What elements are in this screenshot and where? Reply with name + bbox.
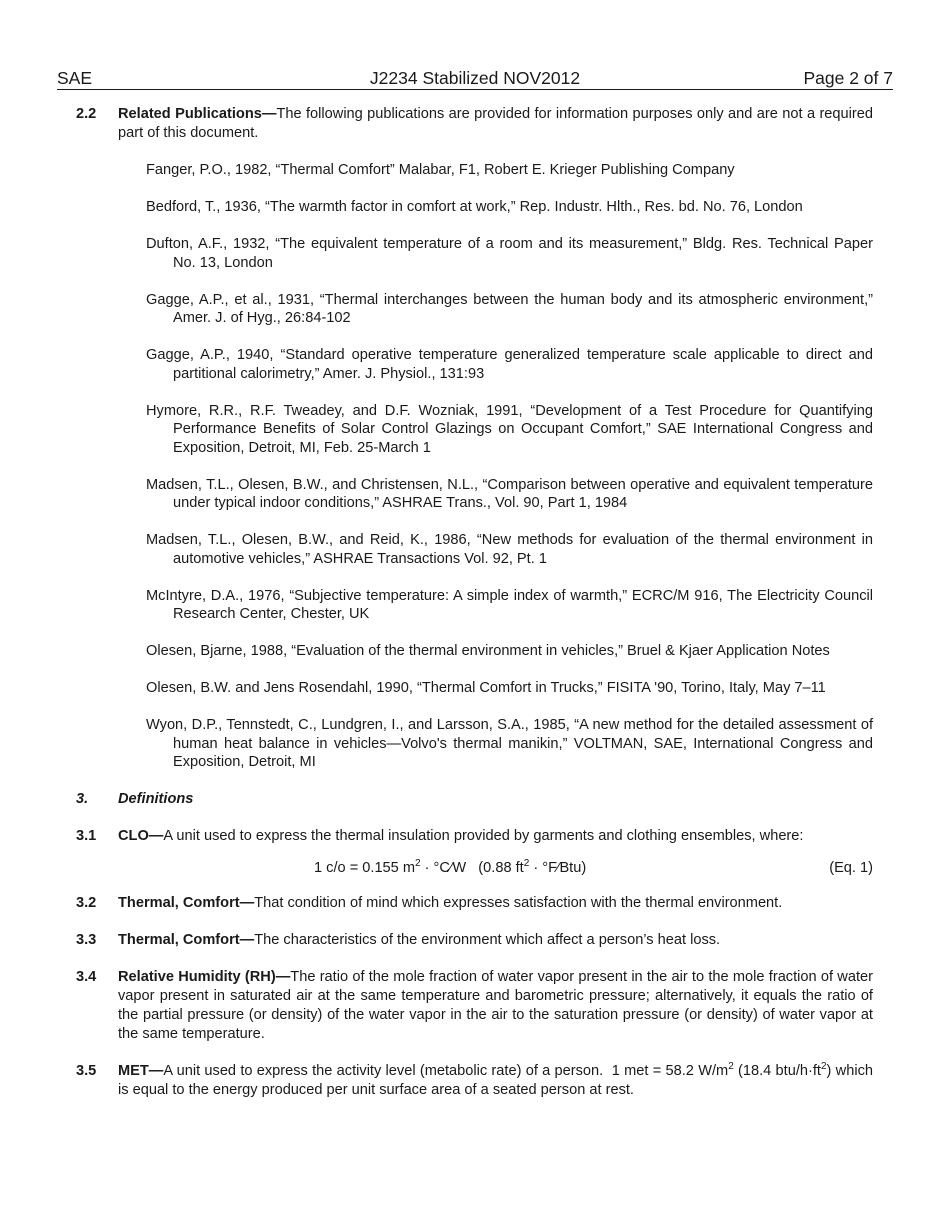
section-text: The following publications are provided for information purposes only and are not a required part of this document. (118, 106, 873, 141)
page-header (57, 67, 893, 90)
section-text: (18.4 btu/h·ft (733, 1063, 821, 1079)
section-number: 3.1 (76, 828, 97, 844)
section-term: MET— (118, 1063, 164, 1079)
reference-item: Wyon, D.P., Tennstedt, C., Lundgren, I., and Larsson, S.A., 1985, “A new method for the detailed assessment of human heat balance in vehicles—Volvo's thermal manikin,” VOLTMAN, SAE, International Congress and Exposition, Detroit, MI (146, 717, 873, 770)
equation-number: (Eq. 1) (829, 860, 873, 876)
section-title (118, 790, 873, 809)
section-body (118, 894, 873, 913)
section-text: A unit used to express the activity level (metabolic rate) of a person. 1 met = 58.2 W/m (163, 1063, 729, 1079)
reference-item: Hymore, R.R., R.F. Tweadey, and D.F. Wozniak, 1991, “Development of a Test Procedure for Quantifying Performance Benefits of Solar Control Glazings on Occupant Comfort,” SAE International Congress and Exposition, Detroit, MI, Feb. 25-March 1 (146, 402, 873, 456)
section-number: 3.4 (76, 969, 97, 985)
equation-exponent: 2 (523, 858, 530, 870)
section-term: Related Publications— (118, 106, 277, 122)
superscript: 2 (820, 1061, 827, 1073)
section-body (118, 1062, 873, 1100)
section-number: 3. (76, 791, 89, 807)
equation-part: 1 c/o = 0.155 m (314, 860, 416, 876)
section-body (118, 827, 873, 846)
section-term: Definitions (118, 791, 194, 807)
section-term: Relative Humidity (RH)— (118, 969, 291, 985)
section-body (118, 968, 873, 1044)
section-body (118, 105, 873, 143)
section-number: 2.2 (76, 106, 97, 122)
reference-item: Fanger, P.O., 1982, “Thermal Comfort” Malabar, F1, Robert E. Krieger Publishing Company (146, 162, 735, 178)
section-text: A unit used to express the thermal insulation provided by garments and clothing ensembles, where: (163, 828, 804, 844)
reference-item: Bedford, T., 1936, “The warmth factor in comfort at work,” Rep. Industr. Hlth., Res. bd. No. 76, London (146, 199, 803, 215)
reference-item: Dufton, A.F., 1932, “The equivalent temperature of a room and its measurement,” Bldg. Res. Technical Paper No. 13, London (146, 236, 873, 271)
section-number: 3.2 (76, 895, 97, 911)
section-number: 3.5 (76, 1063, 97, 1079)
section-3-3 (0, 931, 950, 950)
header-center: J2234 Stabilized NOV2012 (369, 68, 581, 88)
section-3-heading (0, 790, 950, 809)
reference-item: Olesen, B.W. and Jens Rosendahl, 1990, “Thermal Comfort in Trucks,” FISITA '90, Torino, Italy, May 7–11 (146, 680, 826, 696)
header-left: SAE (57, 68, 93, 88)
equation-1 (0, 858, 950, 878)
section-3-4 (0, 968, 950, 1044)
equation-part: · °F∕Btu) (529, 860, 587, 876)
reference-item: Gagge, A.P., 1940, “Standard operative temperature generalized temperature scale applicable to direct and partitional calorimetry,” Amer. J. Physiol., 131:93 (146, 347, 873, 382)
equation-part: · °C∕W (0.88 ft (420, 860, 524, 876)
section-3-2 (0, 894, 950, 913)
page-content (0, 105, 950, 1100)
superscript: 2 (728, 1061, 734, 1073)
header-page-number: Page 2 of 7 (803, 68, 893, 88)
reference-item: McIntyre, D.A., 1976, “Subjective temperature: A simple index of warmth,” ECRC/M 916, The Electricity Council Research Center, Chester, UK (146, 587, 873, 622)
equation-exponent: 2 (415, 858, 421, 870)
reference-list (0, 161, 950, 772)
section-text: That condition of mind which expresses satisfaction with the thermal environment. (254, 895, 783, 911)
section-body (118, 931, 873, 950)
section-text: The characteristics of the environment which affect a person’s heat loss. (254, 932, 721, 948)
section-2-2 (0, 105, 950, 143)
section-3-1 (0, 827, 950, 846)
section-text: The ratio of the mole fraction of water vapor present in the air to the mole fraction of water vapor present in saturated air at the same temperature and barometric pressure; alternatively, it equals the ratio of the partial pressure (or density) of the water vapor in the air to the saturation pressure (or density) of water vapor at the same temperature. (118, 969, 873, 1042)
section-number: 3.3 (76, 932, 97, 948)
section-term: Thermal, Comfort— (118, 932, 255, 948)
reference-item: Madsen, T.L., Olesen, B.W., and Reid, K., 1986, “New methods for evaluation of the thermal environment in automotive vehicles,” ASHRAE Transactions Vol. 92, Pt. 1 (146, 532, 873, 567)
section-text: ) which is equal to the energy produced per unit surface area of a seated person at rest. (118, 1063, 873, 1098)
reference-item: Olesen, Bjarne, 1988, “Evaluation of the thermal environment in vehicles,” Bruel & Kjaer Application Notes (146, 643, 830, 659)
section-term: Thermal, Comfort— (118, 895, 255, 911)
reference-item: Gagge, A.P., et al., 1931, “Thermal interchanges between the human body and its atmospheric environment,” Amer. J. of Hyg., 26:84-102 (146, 291, 873, 326)
equation-formula (314, 858, 586, 878)
section-3-5 (0, 1062, 950, 1100)
reference-item: Madsen, T.L., Olesen, B.W., and Christensen, N.L., “Comparison between operative and equivalent temperature under typical indoor conditions,” ASHRAE Trans., Vol. 90, Part 1, 1984 (146, 476, 873, 511)
section-term: CLO— (118, 828, 164, 844)
